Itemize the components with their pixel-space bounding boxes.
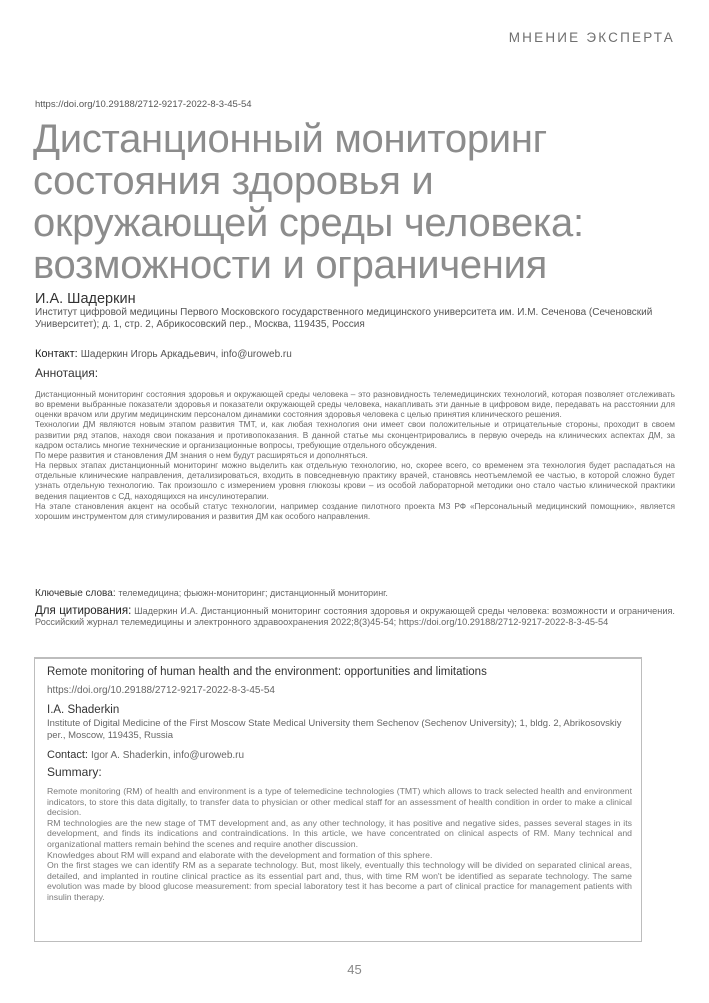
author-affiliation: Институт цифровой медицины Первого Московского государственного медицинского университета им. И.М. Сеченова (Сеченовский Университет); д. 1, стр. 2, Абрикосовский пер., Москва, 119435, Россия <box>35 307 653 330</box>
title-line: окружающей среды человека: <box>33 201 584 245</box>
annotation-paragraph: На этапе становления акцент на особый статус технологии, например создание пилотного проекта МЗ РФ «Персональный медицинский помощник», является хорошим инструментом для стимулирования и развития ДМ как особого направления. <box>35 500 675 521</box>
contact-value[interactable]: Шадеркин Игорь Аркадьевич, info@uroweb.ru <box>80 349 292 360</box>
english-title: Remote monitoring of human health and the environment: opportunities and limitations <box>47 666 487 678</box>
citation-block <box>35 606 675 628</box>
english-contact-line <box>47 749 244 761</box>
annotation-paragraph: Технологии ДМ являются новым этапом развития ТМТ, и, как любая технология они имеет свои положительные и отрицательные стороны, проходит в своем развитии ряд этапов, находя свои показания и противопоказания. В данной статье мы сконцентрировались в первую очередь на клинических аспектах ДМ, за кадром остались многие технические и организационные вопросы, требующие отдельного обсуждения. <box>35 419 675 450</box>
article-title <box>33 118 673 286</box>
keywords-label: Ключевые слова: <box>35 588 116 599</box>
english-summary-body <box>47 786 632 903</box>
english-summary-heading: Summary: <box>47 765 102 779</box>
english-affiliation: Institute of Digital Medicine of the First Moscow State Medical University them Sechenov (Sechenov University); 1, bldg. 2, Abrikosovskiy per., Moscow, 119435, Russia <box>47 718 622 741</box>
contact-line <box>35 348 292 360</box>
annotation-body <box>35 389 675 521</box>
summary-paragraph: Knowledges about RM will expand and elaborate with the development and formation of this sphere. <box>47 849 433 860</box>
title-line: Дистанционный мониторинг <box>33 117 547 161</box>
summary-paragraph: On the first stages we can identify RM as a separate technology. But, most likely, eventually this technology will be divided on separated clinical areas, detailed, and implanted in routine clinical practice as its essential part and, thus, with time RM won't be identified as separate technology. The same evolution was made by blood glucose measurement: from special laboratory test it has become a part of clinical practice for management patients with insulin therapy. <box>47 860 632 902</box>
annotation-paragraph: По мере развития и становления ДМ знания о нем будут расширяться и дополняться. <box>35 449 368 460</box>
author-name: И.А. Шадеркин <box>35 291 136 307</box>
annotation-paragraph: На первых этапах дистанционный мониторинг можно выделить как отдельную технологию, но, скорее всего, со временем эта технология будет распадаться на отдельные клинические направления, детализироваться, входить в повседневную практику врачей, становясь неотъемлемой ее частью, в которой сложно будет узнать отдельную технологию. Так произошло с измерением уровня глюкозы крови – из особой лабораторной методики оно стало частью клинической практики ведения пациентов с СД, находящихся на инсулинотерапии. <box>35 460 675 501</box>
section-label: МНЕНИЕ ЭКСПЕРТА <box>508 30 675 45</box>
english-doi-link[interactable]: https://doi.org/10.29188/2712-9217-2022-8-3-45-54 <box>47 685 275 696</box>
title-line: состояния здоровья и <box>33 159 434 203</box>
summary-paragraph: RM technologies are the new stage of TMT development and, as any other technology, it has positive and negative sides, passes several stages in its development, and finds its indications and contraindications. In this article, we have concentrated on clinical aspects of RM. Many technical and organizational matters remain behind the scenes and require another discussion. <box>47 817 632 849</box>
citation-value: Шадеркин И.А. Дистанционный мониторинг состояния здоровья и окружающей среды человека: возможности и ограничения. Российский журнал телемедицины и электронного здравоохранения 2022;8(3)45-54; https://doi.org/10.29188/2712-9217-2022-8-3-45-54 <box>35 606 675 627</box>
doi-link[interactable]: https://doi.org/10.29188/2712-9217-2022-8-3-45-54 <box>35 99 252 110</box>
contact-label: Контакт: <box>35 348 78 360</box>
keywords-value: телемедицина; фьюжн-мониторинг; дистанционный мониторинг. <box>118 588 388 598</box>
english-author-name: I.A. Shaderkin <box>47 704 120 716</box>
annotation-paragraph: Дистанционный мониторинг состояния здоровья и окружающей среды человека – это разновидность телемедицинских технологий, которая позволяет отслеживать во времени выбранные показатели здоровья и показатели окружающей среды человека, накапливать эти данные в цифровом виде, передавать на расстоянии для оценки врачом или другим медицинским персоналом динамики состояния здоровья человека с целью принятия клинического решения. <box>35 389 675 420</box>
annotation-heading: Аннотация: <box>35 366 99 380</box>
english-contact-value[interactable]: Igor A. Shaderkin, info@uroweb.ru <box>91 750 245 761</box>
page-number: 45 <box>347 962 362 977</box>
citation-label: Для цитирования: <box>35 605 132 617</box>
keywords-line <box>35 588 675 599</box>
english-contact-label: Contact: <box>47 749 88 761</box>
title-line: возможности и ограничения <box>33 243 548 287</box>
summary-paragraph: Remote monitoring (RM) of health and environment is a type of telemedicine technologies (TMT) which allows to track selected health and environment indicators, to store this data digitally, to transfer data to physician or other medical staff for an assessment of health condition in order to make a clinical decision. <box>47 786 632 818</box>
